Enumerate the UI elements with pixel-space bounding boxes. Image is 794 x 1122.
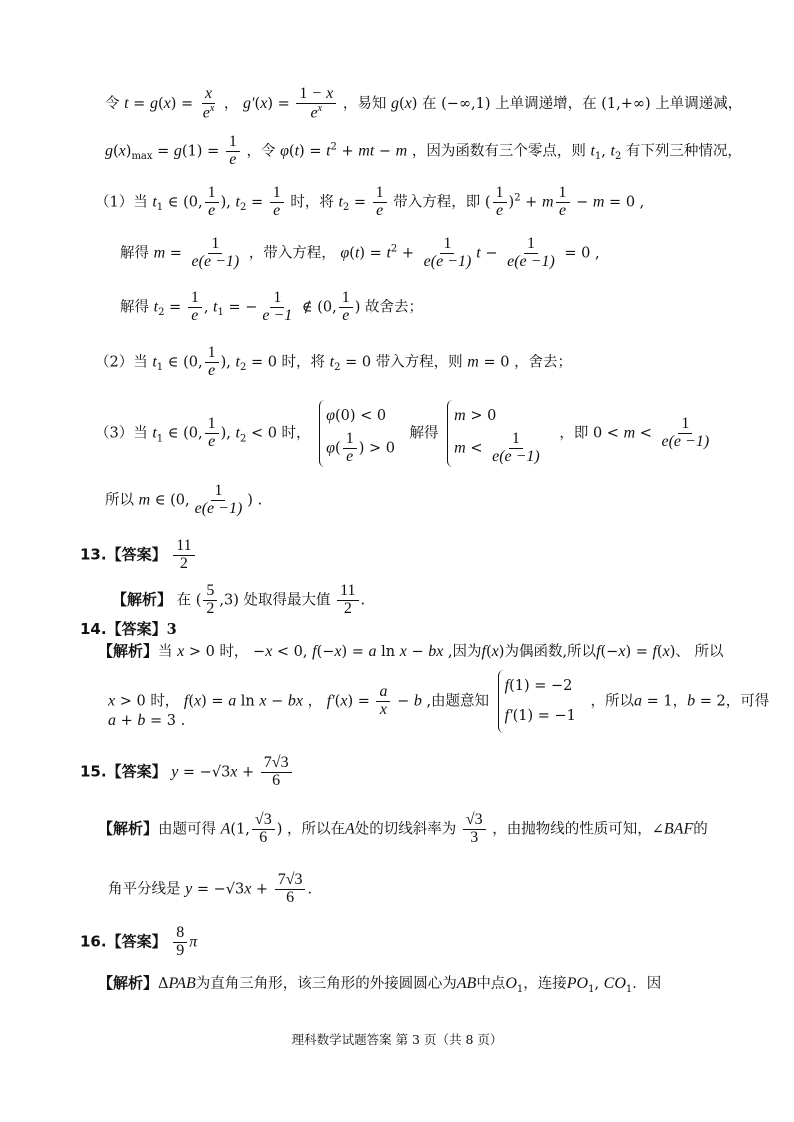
answer-15: 15.【答案】 y = −√3x + $\frac{7√3}{6}$ xyxy=(80,755,294,790)
text-line: $g(x)_{max} = g(1)$ = $\frac{1}{e}$ ，令 $\varphi(t) = t^2$ + mt − m ，因为函数有三个零点，则 $t_1$, $t_2$ 有下列三种情况， xyxy=(105,133,742,168)
analysis-14: 【解析】当 x > 0 时， −x < 0, f(−x) = a ln x − bx ,因为f(x)为偶函数,所以f(−x) = f(x)、 所以 xyxy=(98,642,724,660)
text-line: 解得 m = $\frac{1}{e(e -1)}$ ，带入方程， $\varphi(t) = t^2$ + $\frac{1}{e(e -1)}$ t − $\frac{1}{e(e -1)}$ = 0 , xyxy=(120,235,600,270)
analysis-13: 【解析】 在 ( $\frac{5}{2}$ ,3) 处取得最大值 $\frac{11}{2}$ . xyxy=(112,582,366,617)
analysis-16: 【解析】ΔPAB为直角三角形，该三角形的外接圆圆心为AB中点$O_1$，连接$PO_1$, $CO_1$．因 xyxy=(98,974,662,995)
analysis-15-cont: 角平分线是 y = −√3x + $\frac{7√3}{6}$ . xyxy=(108,871,313,906)
text-line: （1）当 $t_1$ ∈ (0, $\frac{1}{e}$ ), $t_2$ = $\frac{1}{e}$ 时，将 $t_2$ = $\frac{1}{e}$ 带入方程，即 ( $\frac{1}{e}$ )$^2$ + m $\frac{1}{e}$ − m = 0 , xyxy=(95,184,645,219)
text-line: 所以 m ∈ (0, $\frac{1}{e(e -1)}$ ) . xyxy=(105,482,263,517)
page-footer: 理科数学试题答案 第 3 页（共 8 页） xyxy=(291,1032,503,1047)
analysis-14-cont: x > 0 时， f(x) = a ln x − bx ， f′(x) = $\frac{a}{x}$ − b ,由题意知 f(1) = −2 f′(1) = −1 ，所以a = 1，b = 2，可得 xyxy=(108,670,769,733)
answer-13: 13.【答案】 $\frac{11}{2}$ xyxy=(80,538,197,573)
answer-16: 16.【答案】 $\frac{8}{9}$ π xyxy=(80,924,198,959)
text-line: 解得 $t_2$ = $\frac{1}{e}$ , $t_1$ = − $\frac{1}{e -1}$ ∉ (0, $\frac{1}{e}$ ) 故舍去； xyxy=(120,289,424,324)
answer-14: 14.【答案】3 xyxy=(80,620,177,638)
analysis-15: 【解析】由题可得 A(1, $\frac{√3}{6}$ ) ，所以在A处的切线斜率为 $\frac{√3}{3}$ ，由抛物线的性质可知，∠BAF的 xyxy=(98,811,708,846)
text-line: 令 t = g(x) = $\frac{x}{e^x}$ ， g′(x) = $\frac{1 - x}{e^x}$ ，易知 g(x) 在 (−∞,1) 上单调递增，在 (1,+∞) 上单调递减， xyxy=(105,85,743,122)
text-line: （3）当 $t_1$ ∈ (0, $\frac{1}{e}$ ), $t_2 < 0$ 时， φ(0) < 0 φ( $\frac{1}{e}$ ) > 0 解得 m > 0 m < $\frac{1}{e(e -1)}$ ，即 0 < m < $\frac{1}{e(e -1)}$ xyxy=(95,400,714,467)
text-line: （2）当 $t_1$ ∈ (0, $\frac{1}{e}$ ), $t_2 = 0$ 时，将 $t_2 = 0$ 带入方程，则 m = 0 ，舍去； xyxy=(95,344,573,379)
analysis-14-end: a + b = 3 . xyxy=(108,712,186,729)
